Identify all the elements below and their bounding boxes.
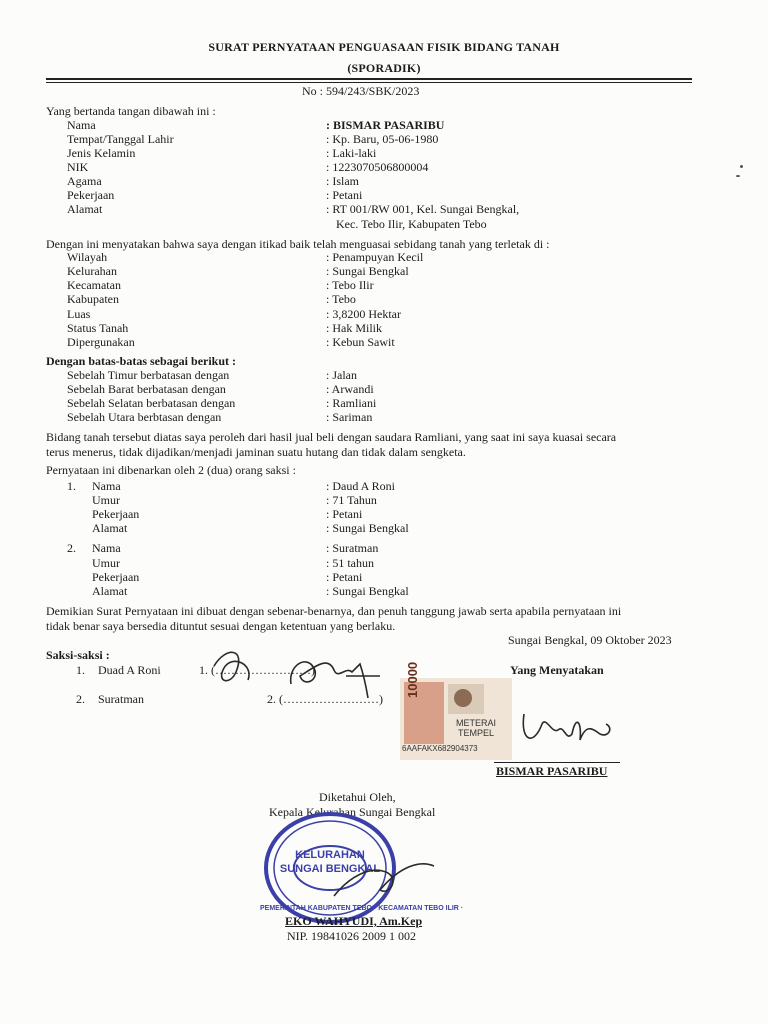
land-label: Kecamatan: [67, 278, 121, 292]
witness-value: : Petani: [326, 507, 363, 521]
declarant-label: Alamat: [67, 202, 103, 216]
declarant-label: Tempat/Tanggal Lahir: [67, 132, 174, 146]
border-value: : Ramliani: [326, 396, 377, 410]
land-value: : 3,8200 Hektar: [326, 307, 401, 321]
border-value: : Sariman: [326, 410, 373, 424]
declarant-signature: [510, 694, 620, 754]
meterai-label: METERAI: [456, 718, 497, 728]
witness-label: Nama: [92, 479, 121, 493]
declarant-label: Pekerjaan: [67, 188, 115, 202]
witness-label: Alamat: [92, 584, 128, 598]
meterai-stamp: [400, 661, 512, 760]
declarant-address-line2: Kec. Tebo Ilir, Kabupaten Tebo: [336, 217, 487, 231]
witness-label: Nama: [92, 541, 121, 555]
witness-label: Umur: [92, 556, 120, 570]
border-label: Sebelah Utara berbtasan dengan: [67, 410, 222, 424]
witness-value: : Petani: [326, 570, 363, 584]
borders-heading: Dengan batas-batas sebagai berikut :: [46, 354, 237, 368]
official-title: Kepala Kelurahan Sungai Bengkal: [269, 805, 436, 819]
declarant-value: : Petani: [326, 188, 363, 202]
meterai-serial: 6AAFAKX682904373: [402, 744, 478, 753]
witness-intro: Pernyataan ini dibenarkan oleh 2 (dua) orang saksi :: [46, 463, 296, 477]
declarant-label: Jenis Kelamin: [67, 146, 136, 160]
known-by: Diketahui Oleh,: [319, 790, 396, 804]
border-label: Sebelah Selatan berbatasan dengan: [67, 396, 236, 410]
saksi-name: Duad A Roni: [98, 663, 161, 677]
declarant-value: : BISMAR PASARIBU: [326, 118, 445, 132]
border-label: Sebelah Timur berbatasan dengan: [67, 368, 230, 382]
witness-label: Umur: [92, 493, 120, 507]
witness-signatures: [196, 636, 396, 712]
document-number: No : 594/243/SBK/2023: [302, 84, 420, 98]
seal-ring-text: PEMERINTAH KABUPATEN TEBO · KECAMATAN TEBO ILIR ·: [260, 905, 464, 912]
land-value: : Tebo: [326, 292, 356, 306]
land-label: Wilayah: [67, 250, 108, 264]
declarant-value: : RT 001/RW 001, Kel. Sungai Bengkal,: [326, 202, 520, 216]
header-rule-thin: [46, 82, 692, 83]
border-label: Sebelah Barat berbatasan dengan: [67, 382, 226, 396]
seal-inner-text-2: SUNGAI BENGKAL: [279, 863, 381, 875]
place-date: Sungai Bengkal, 09 Oktober 2023: [508, 633, 672, 647]
border-value: : Jalan: [326, 368, 357, 382]
land-label: Dipergunakan: [67, 335, 135, 349]
statement-text: Dengan ini menyatakan bahwa saya dengan itikad baik telah menguasai sebidang tanah yang terletak di :: [46, 237, 550, 251]
land-label: Kabupaten: [67, 292, 119, 306]
header-rule-thick: [46, 78, 692, 80]
land-value: : Hak Milik: [326, 321, 382, 335]
declarant-value: : 1223070506800004: [326, 160, 429, 174]
border-value: : Arwandi: [326, 382, 374, 396]
witness-value: : Sungai Bengkal: [326, 521, 409, 535]
official-name: EKO WAHYUDI, Am.Kep: [285, 914, 423, 928]
acquired-paragraph-line1: Bidang tanah tersebut diatas saya peroleh dari hasil jual beli dengan saudara Ramliani, yang saat ini saya kuasai secara: [46, 430, 617, 444]
saksi-name: Suratman: [98, 692, 144, 706]
official-signature: [330, 836, 440, 916]
land-label: Kelurahan: [67, 264, 117, 278]
seal-inner-text: KELURAHAN: [295, 849, 365, 861]
intro-text: Yang bertanda tangan dibawah ini :: [46, 104, 216, 118]
meterai-label-2: TEMPEL: [458, 728, 495, 738]
witness-value: : 71 Tahun: [326, 493, 377, 507]
witness-value: : Daud A Roni: [326, 479, 396, 493]
saksi-heading: Saksi-saksi :: [46, 648, 110, 662]
declarant-signature-rule: [494, 762, 620, 763]
land-label: Status Tanah: [67, 321, 129, 335]
land-label: Luas: [67, 307, 91, 321]
witness-value: : 51 tahun: [326, 556, 374, 570]
witness-label: Pekerjaan: [92, 570, 140, 584]
saksi-number: 1.: [76, 663, 85, 677]
declarant-label: NIK: [67, 160, 89, 174]
saksi-number: 2.: [76, 692, 85, 706]
witness-label: Alamat: [92, 521, 128, 535]
declarant-label: Nama: [67, 118, 96, 132]
witness-value: : Suratman: [326, 541, 379, 555]
declarant-signature-heading: Yang Menyatakan: [510, 663, 604, 677]
saksi-signature-line: 2. (……………………): [267, 692, 383, 706]
declarant-value: : Kp. Baru, 05-06-1980: [326, 132, 439, 146]
official-nip: NIP. 19841026 2009 1 002: [287, 929, 417, 943]
witness2-signature: [291, 662, 380, 698]
witness-value: : Sungai Bengkal: [326, 584, 409, 598]
land-value: : Tebo Ilir: [326, 278, 374, 292]
document-title: SURAT PERNYATAAN PENGUASAAN FISIK BIDANG TANAH: [208, 40, 560, 54]
acquired-paragraph-line2: terus menerus, tidak dijadikan/menjadi jaminan suatu hutang dan tidak dalam sengketa.: [46, 445, 466, 459]
declarant-label: Agama: [67, 174, 102, 188]
declarant-value: : Islam: [326, 174, 359, 188]
witness-number: 2.: [67, 541, 76, 555]
witness1-signature: [214, 652, 249, 680]
declarant-name: BISMAR PASARIBU: [496, 764, 608, 778]
land-value: : Kebun Sawit: [326, 335, 395, 349]
land-value: : Sungai Bengkal: [326, 264, 409, 278]
witness-number: 1.: [67, 479, 76, 493]
witness-label: Pekerjaan: [92, 507, 140, 521]
declarant-value: : Laki-laki: [326, 146, 377, 160]
scan-speck: [740, 165, 743, 168]
land-value: : Penampuyan Kecil: [326, 250, 424, 264]
closing-paragraph-line1: Demikian Surat Pernyataan ini dibuat dengan sebenar-benarnya, dan penuh tanggung jawab serta apabila pernyataan ini: [46, 604, 622, 618]
document-subtitle: (SPORADIK): [347, 61, 421, 75]
saksi-signature-line: 1. (……………………): [199, 663, 315, 677]
closing-paragraph-line2: tidak benar saya bersedia dituntut sesuai dengan ketentuan yang berlaku.: [46, 619, 396, 633]
scan-speck: [736, 175, 740, 177]
meterai-denomination: 10000: [405, 661, 420, 698]
